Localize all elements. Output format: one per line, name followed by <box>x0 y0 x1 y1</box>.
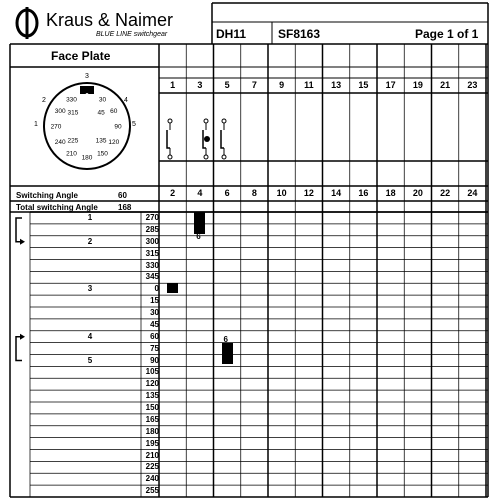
angle-cell: 75 <box>150 343 159 353</box>
dial-position-number: 5 <box>132 121 136 128</box>
bracket-arrow-icon <box>20 334 25 340</box>
brand-tagline: BLUE LINE switchgear <box>96 31 168 38</box>
position-bracket <box>16 218 22 242</box>
dial-position-number: 4 <box>124 97 128 104</box>
switching-angle-value: 60 <box>118 191 127 200</box>
column-number-top: 17 <box>385 80 396 90</box>
column-number-bottom: 20 <box>412 188 423 198</box>
angle-cell: 345 <box>145 272 159 282</box>
angle-cell: 15 <box>150 296 159 306</box>
position-label: 5 <box>87 355 93 365</box>
brand-name: Kraus & Naimer <box>46 10 174 30</box>
column-number-bottom: 6 <box>224 188 230 198</box>
product-code: SF8163 <box>278 27 321 41</box>
angle-cell: 255 <box>145 486 159 496</box>
column-number-bottom: 14 <box>331 188 342 198</box>
angle-cell: 90 <box>150 355 159 365</box>
angle-cell: 210 <box>145 450 159 460</box>
dial-angle-label: 180 <box>81 154 93 162</box>
angle-cell: 285 <box>145 224 159 234</box>
column-number-bottom: 2 <box>170 188 176 198</box>
angle-cell: 240 <box>145 474 159 484</box>
dial-angle-label: 90 <box>114 123 122 131</box>
contact-mark <box>194 212 205 234</box>
angle-cell: 0 <box>154 284 159 294</box>
angle-cell: 120 <box>145 379 159 389</box>
bracket-arrow-icon <box>20 239 25 245</box>
dial-angle-label: 120 <box>108 139 120 146</box>
angle-cell: 330 <box>145 260 159 270</box>
dial-angle-label: 270 <box>50 123 62 131</box>
angle-cell: 195 <box>145 438 159 448</box>
column-number-top: 15 <box>358 80 369 90</box>
column-number-top: 13 <box>331 80 342 90</box>
angle-cell: 150 <box>145 403 159 412</box>
column-number-top: 11 <box>304 80 314 90</box>
phi-logo-icon <box>14 6 40 40</box>
angle-cell: 45 <box>150 319 159 329</box>
column-number-bottom: 12 <box>303 188 314 198</box>
column-number-top: 7 <box>251 80 257 90</box>
angle-cell: 135 <box>145 391 159 401</box>
position-label: 3 <box>87 284 93 294</box>
angle-cell: 165 <box>145 414 159 424</box>
position-label: 2 <box>87 236 93 246</box>
contact-mark <box>167 283 178 293</box>
contact-mark <box>222 343 233 365</box>
dial-position-number: 1 <box>34 121 38 128</box>
dial-position-number: 2 <box>42 97 46 104</box>
angle-cell: 105 <box>145 367 159 377</box>
switching-angle-label: Switching Angle <box>16 191 78 200</box>
column-number-bottom: 16 <box>358 188 369 198</box>
column-number-top: 9 <box>279 80 285 90</box>
dial-angle-label: 135 <box>95 137 107 145</box>
angle-cell: 315 <box>145 248 159 258</box>
total-switching-angle-label: Total switching Angle <box>16 203 98 212</box>
angle-cell: 30 <box>150 308 159 317</box>
angle-cell: 180 <box>145 426 159 436</box>
dial-angle-label: 210 <box>66 150 77 158</box>
column-number-bottom: 10 <box>276 188 287 198</box>
contact-mark-label: 6 <box>196 231 201 241</box>
position-label: 1 <box>87 213 93 222</box>
face-plate-title: Face Plate <box>51 49 111 63</box>
column-number-top: 19 <box>412 80 423 90</box>
model-code: DH11 <box>216 27 247 41</box>
column-number-top: 5 <box>224 80 230 90</box>
angle-cell: 225 <box>145 462 159 472</box>
column-number-top: 21 <box>440 80 451 90</box>
contact-symbol-icon <box>221 119 226 159</box>
dial-angle-label: 150 <box>97 150 108 158</box>
face-plate-dial <box>30 70 150 182</box>
contact-symbol-icon <box>167 119 172 159</box>
dial-angle-label: 0 <box>85 92 89 100</box>
column-number-bottom: 8 <box>251 188 257 198</box>
dial-angle-label: 330 <box>66 96 77 104</box>
column-number-top: 1 <box>170 80 176 90</box>
angle-cell: 60 <box>150 331 159 341</box>
dial-angle-label: 300 <box>54 108 66 115</box>
position-bracket <box>16 337 22 361</box>
dial-angle-label: 30 <box>98 96 107 104</box>
column-number-top: 3 <box>197 80 203 90</box>
contact-dot-icon <box>204 136 210 142</box>
column-number-bottom: 22 <box>440 188 451 198</box>
dial-angle-label: 45 <box>97 109 105 117</box>
column-number-top: 23 <box>467 80 478 90</box>
angle-cell: 270 <box>145 213 159 222</box>
dial-angle-label: 240 <box>54 139 66 146</box>
column-number-bottom: 18 <box>385 188 396 198</box>
angle-cell: 300 <box>145 236 159 246</box>
position-label: 4 <box>87 331 93 341</box>
column-number-bottom: 24 <box>467 188 478 198</box>
total-switching-angle-value: 168 <box>118 203 132 212</box>
dial-angle-label: 60 <box>110 108 118 115</box>
dial-angle-label: 225 <box>67 137 79 145</box>
dial-angle-label: 315 <box>67 109 79 117</box>
brand-logo <box>14 6 40 40</box>
dial-position-number: 3 <box>85 73 89 80</box>
contact-mark-label: 6 <box>223 334 228 344</box>
page-indicator: Page 1 of 1 <box>415 27 479 41</box>
column-number-bottom: 4 <box>197 188 203 198</box>
